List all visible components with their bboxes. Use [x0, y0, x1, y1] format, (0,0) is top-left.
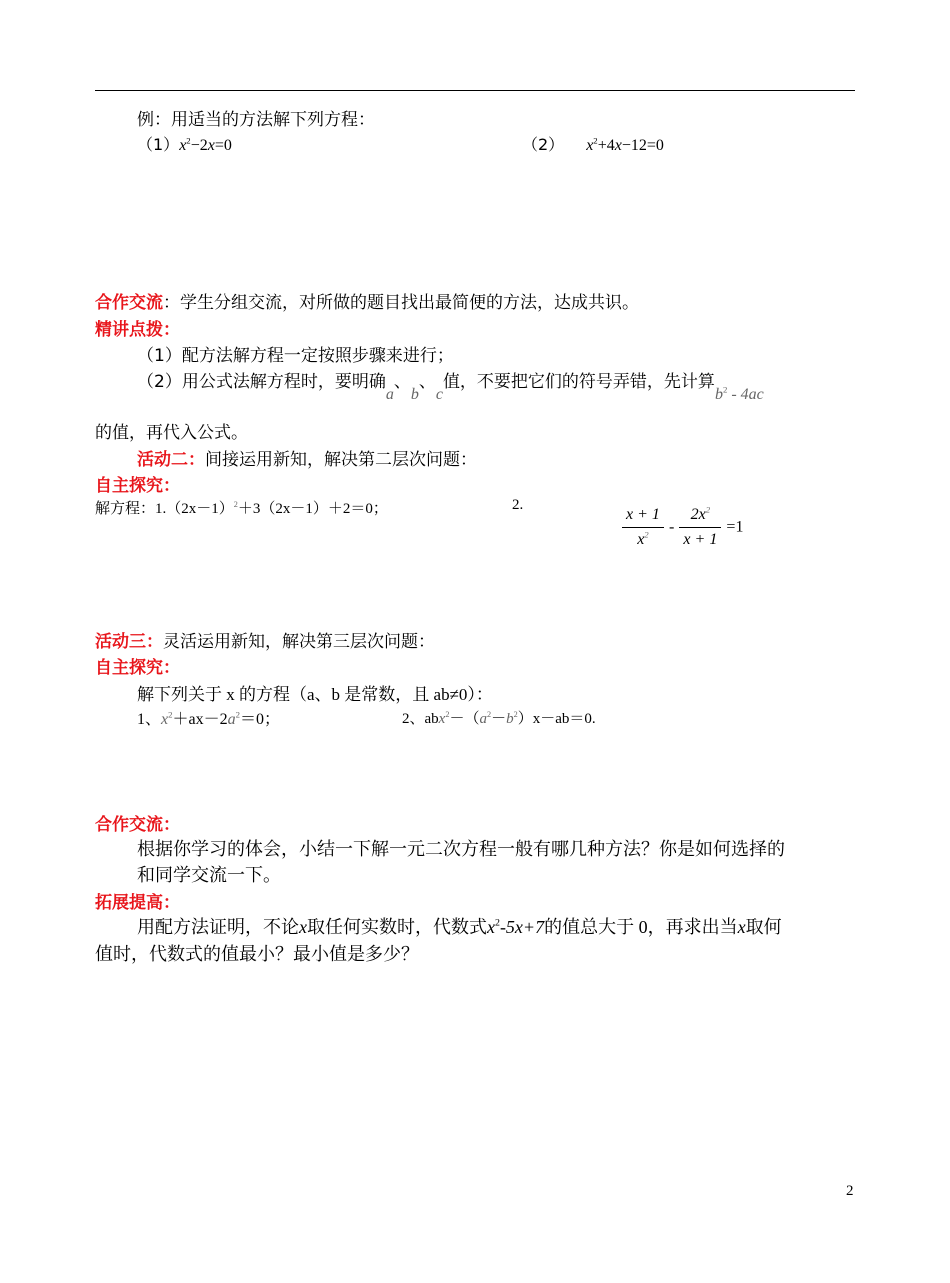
jingjiang-point-2-cont: 的值，再代入公式。 — [95, 423, 248, 443]
coop-title-2: 合作交流： — [95, 815, 180, 835]
jingjiang-point-2: （2）用公式法解方程时，要明确a、b、c值，不要把它们的符号弄错，先计算$b^2 - 4ac$ — [137, 372, 764, 403]
activity-2: 活动二：间接运用新知，解决第二层次问题： — [137, 450, 477, 470]
header-rule — [95, 90, 855, 91]
extend-line-1: 用配方法证明，不论x取任何实数时，代数式$x^2-5x+7$的值总大于 0，再求出当x取何 — [137, 917, 782, 937]
jingjiang-title: 精讲点拨： — [95, 320, 180, 340]
example-problem-2: （2） $x^2+4x-12=0$ — [522, 135, 664, 154]
page-number: 2 — [846, 1183, 854, 1199]
explore-title-2: 自主探究： — [95, 658, 180, 678]
extend-title: 拓展提高： — [95, 893, 180, 913]
coop-2-line-2: 和同学交流一下。 — [137, 865, 281, 886]
coop-section-1: 合作交流：学生分组交流，对所做的题目找出最简便的方法，达成共识。 — [95, 293, 639, 313]
solve-equation-2: $\frac{x + 1}{x^2}$ - $\frac{2x^2}{x + 1}$ =1 — [622, 503, 743, 552]
coop-2-line-1: 根据你学习的体会，小结一下解一元二次方程一般有哪几种方法？你是如何选择的 — [137, 839, 785, 860]
solve-equation-2-label: 2. — [512, 497, 524, 513]
problem-3-q2: 2、$abx^2-(a^2-b^2)x-ab=0$. — [402, 709, 596, 727]
extend-line-2: 值时，代数式的值最小？最小值是多少？ — [95, 944, 419, 964]
problem-3-q1: 1、$x^2+ax-2a^2=0$； — [137, 709, 281, 728]
problem-3-intro: 解下列关于 x 的方程（a、b 是常数，且 ab≠0）： — [137, 685, 493, 704]
example-problem-1: $(1)x^2-2x=0$ — [137, 135, 232, 154]
fraction-1: $\frac{x + 1}{x^2}$ — [622, 503, 664, 552]
explore-title-1: 自主探究： — [95, 476, 180, 496]
fraction-2: $\frac{2x^2}{x + 1}$ — [679, 503, 721, 552]
activity-3: 活动三：灵活运用新知，解决第三层次问题： — [95, 632, 435, 652]
jingjiang-point-1: （1）配方法解方程一定按照步骤来进行； — [137, 346, 454, 366]
example-intro: 例：用适当的方法解下列方程： — [137, 110, 375, 130]
solve-equation-1: 解方程：$1.(2x-1)^2+3(2x-1)+2=0$； — [95, 499, 388, 517]
